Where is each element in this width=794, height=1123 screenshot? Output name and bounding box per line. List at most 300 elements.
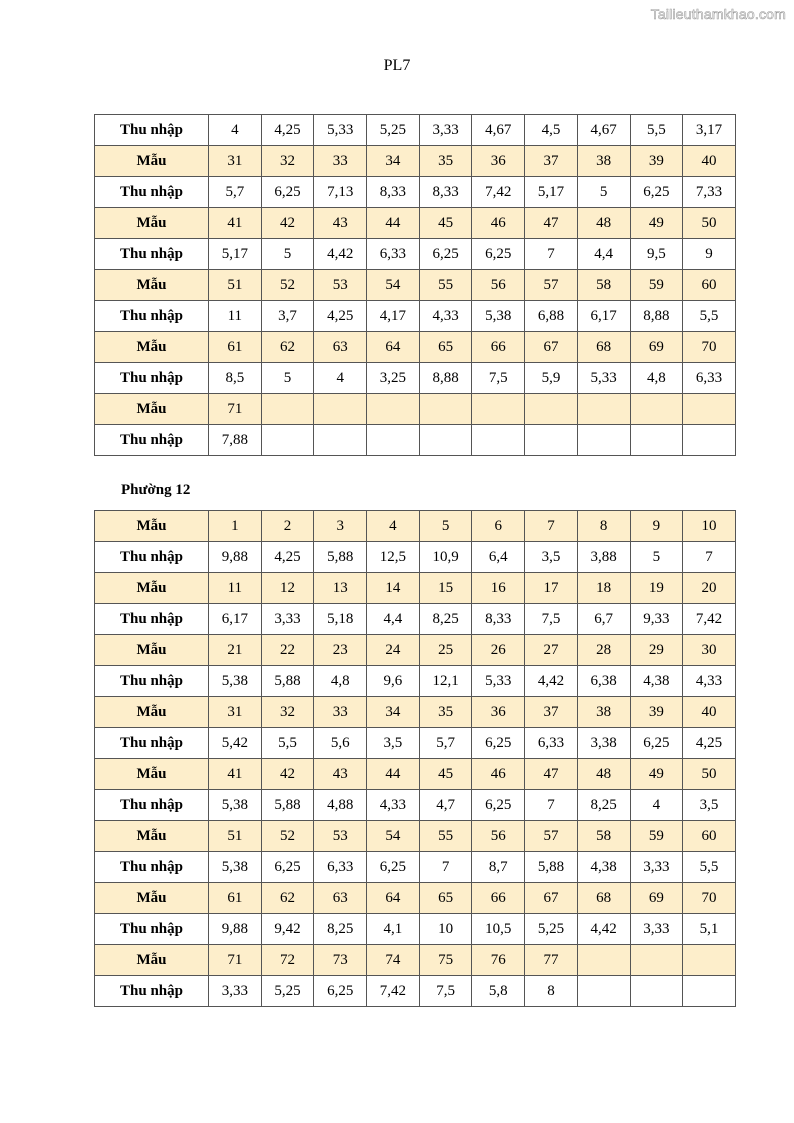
sample-number-cell: 39	[630, 697, 683, 728]
income-value-cell: 5	[261, 363, 314, 394]
sample-number-cell: 41	[209, 759, 262, 790]
sample-number-cell: 31	[209, 697, 262, 728]
income-value-cell: 7,5	[472, 363, 525, 394]
sample-number-cell: 67	[525, 332, 578, 363]
income-row	[95, 425, 736, 456]
sample-row	[95, 883, 736, 914]
sample-number-cell: 30	[683, 635, 736, 666]
income-value-cell: 3,7	[261, 301, 314, 332]
row-label: Mẫu	[95, 945, 209, 976]
sample-number-cell: 61	[209, 883, 262, 914]
income-value-cell: 5,7	[419, 728, 472, 759]
sample-number-cell: 5	[419, 511, 472, 542]
income-value-cell: 8,25	[314, 914, 367, 945]
sample-number-cell	[314, 394, 367, 425]
sample-number-cell: 70	[683, 883, 736, 914]
sample-number-cell: 47	[525, 208, 578, 239]
sample-number-cell: 67	[525, 883, 578, 914]
sample-number-cell	[419, 394, 472, 425]
income-value-cell: 3,25	[367, 363, 420, 394]
sample-number-cell: 68	[577, 332, 630, 363]
income-row	[95, 914, 736, 945]
sample-number-cell: 31	[209, 146, 262, 177]
sample-number-cell: 51	[209, 270, 262, 301]
income-value-cell: 5,38	[209, 666, 262, 697]
sample-number-cell	[367, 394, 420, 425]
sample-number-cell: 73	[314, 945, 367, 976]
sample-number-cell	[577, 394, 630, 425]
row-label: Thu nhập	[95, 790, 209, 821]
income-value-cell: 4,4	[577, 239, 630, 270]
sample-number-cell: 18	[577, 573, 630, 604]
sample-number-cell: 16	[472, 573, 525, 604]
sample-number-cell: 59	[630, 270, 683, 301]
sample-number-cell: 69	[630, 883, 683, 914]
sample-number-cell: 41	[209, 208, 262, 239]
income-value-cell: 5,88	[525, 852, 578, 883]
income-value-cell: 8,25	[577, 790, 630, 821]
income-value-cell: 4,25	[314, 301, 367, 332]
income-value-cell	[630, 425, 683, 456]
row-label: Thu nhập	[95, 852, 209, 883]
sample-number-cell: 51	[209, 821, 262, 852]
income-value-cell	[630, 976, 683, 1007]
sample-number-cell: 59	[630, 821, 683, 852]
row-label: Mẫu	[95, 394, 209, 425]
sample-number-cell: 37	[525, 146, 578, 177]
income-value-cell: 9,42	[261, 914, 314, 945]
sample-number-cell: 61	[209, 332, 262, 363]
sample-number-cell: 58	[577, 821, 630, 852]
income-value-cell: 4,38	[577, 852, 630, 883]
income-value-cell: 6,25	[261, 177, 314, 208]
sample-number-cell: 33	[314, 697, 367, 728]
sample-number-cell: 70	[683, 332, 736, 363]
income-value-cell	[577, 425, 630, 456]
income-value-cell: 7,42	[683, 604, 736, 635]
sample-number-cell: 66	[472, 883, 525, 914]
sample-number-cell: 33	[314, 146, 367, 177]
income-value-cell	[314, 425, 367, 456]
sample-number-cell: 17	[525, 573, 578, 604]
sample-number-cell: 53	[314, 821, 367, 852]
sample-number-cell: 2	[261, 511, 314, 542]
sample-number-cell: 49	[630, 208, 683, 239]
income-row	[95, 728, 736, 759]
income-value-cell: 10,9	[419, 542, 472, 573]
sample-number-cell	[683, 394, 736, 425]
sample-number-cell	[630, 945, 683, 976]
row-label: Thu nhập	[95, 425, 209, 456]
sample-row	[95, 146, 736, 177]
income-value-cell: 4	[314, 363, 367, 394]
sample-number-cell: 29	[630, 635, 683, 666]
sample-number-cell: 37	[525, 697, 578, 728]
sample-number-cell: 57	[525, 821, 578, 852]
income-value-cell: 3,33	[630, 852, 683, 883]
income-value-cell: 5,5	[683, 301, 736, 332]
income-value-cell: 5,6	[314, 728, 367, 759]
sample-number-cell: 75	[419, 945, 472, 976]
sample-number-cell: 72	[261, 945, 314, 976]
income-row	[95, 239, 736, 270]
sample-row	[95, 511, 736, 542]
sample-number-cell	[630, 394, 683, 425]
sample-number-cell: 52	[261, 821, 314, 852]
sample-number-cell: 64	[367, 883, 420, 914]
sample-number-cell: 36	[472, 146, 525, 177]
sample-number-cell: 39	[630, 146, 683, 177]
income-row	[95, 363, 736, 394]
income-row	[95, 177, 736, 208]
income-value-cell: 9,6	[367, 666, 420, 697]
income-value-cell: 3,88	[577, 542, 630, 573]
sample-number-cell: 23	[314, 635, 367, 666]
income-value-cell: 4,42	[314, 239, 367, 270]
sample-number-cell: 76	[472, 945, 525, 976]
income-value-cell: 6,25	[419, 239, 472, 270]
row-label: Thu nhập	[95, 666, 209, 697]
sample-number-cell: 12	[261, 573, 314, 604]
sample-number-cell: 69	[630, 332, 683, 363]
income-value-cell: 6,17	[209, 604, 262, 635]
income-value-cell: 7,42	[367, 976, 420, 1007]
income-value-cell: 3,33	[209, 976, 262, 1007]
income-value-cell: 4,67	[472, 115, 525, 146]
sample-number-cell: 38	[577, 697, 630, 728]
income-value-cell: 7,88	[209, 425, 262, 456]
income-row	[95, 115, 736, 146]
income-value-cell: 7	[525, 790, 578, 821]
sample-number-cell: 50	[683, 208, 736, 239]
income-value-cell: 6,25	[472, 790, 525, 821]
income-value-cell: 4,5	[525, 115, 578, 146]
sample-number-cell: 46	[472, 759, 525, 790]
sample-number-cell: 47	[525, 759, 578, 790]
income-value-cell	[683, 976, 736, 1007]
row-label: Mẫu	[95, 270, 209, 301]
sample-row	[95, 945, 736, 976]
sample-number-cell: 54	[367, 821, 420, 852]
sample-row	[95, 697, 736, 728]
sample-number-cell: 46	[472, 208, 525, 239]
income-value-cell: 6,17	[577, 301, 630, 332]
page-title: PL7	[383, 57, 411, 74]
income-value-cell: 5,5	[683, 852, 736, 883]
row-label: Mẫu	[95, 883, 209, 914]
sample-number-cell: 68	[577, 883, 630, 914]
income-value-cell: 5,88	[261, 666, 314, 697]
income-row	[95, 542, 736, 573]
sample-row	[95, 635, 736, 666]
income-value-cell: 6,88	[525, 301, 578, 332]
income-value-cell: 4,38	[630, 666, 683, 697]
income-value-cell	[683, 425, 736, 456]
income-value-cell: 3,5	[525, 542, 578, 573]
sample-number-cell: 44	[367, 759, 420, 790]
income-value-cell: 3,5	[683, 790, 736, 821]
sample-number-cell	[472, 394, 525, 425]
sample-number-cell: 15	[419, 573, 472, 604]
sample-number-cell: 6	[472, 511, 525, 542]
sample-number-cell: 24	[367, 635, 420, 666]
income-value-cell: 5,8	[472, 976, 525, 1007]
row-label: Thu nhập	[95, 914, 209, 945]
income-value-cell	[367, 425, 420, 456]
income-value-cell: 5,33	[314, 115, 367, 146]
income-value-cell: 3,33	[630, 914, 683, 945]
sample-number-cell: 42	[261, 208, 314, 239]
sample-number-cell: 26	[472, 635, 525, 666]
sample-number-cell: 63	[314, 883, 367, 914]
income-value-cell: 9,5	[630, 239, 683, 270]
income-value-cell: 5	[630, 542, 683, 573]
sample-number-cell: 35	[419, 146, 472, 177]
row-label: Mẫu	[95, 759, 209, 790]
income-value-cell: 5,1	[683, 914, 736, 945]
sample-number-cell: 62	[261, 332, 314, 363]
sample-number-cell	[525, 394, 578, 425]
income-value-cell: 8,5	[209, 363, 262, 394]
income-value-cell: 5,88	[314, 542, 367, 573]
sample-number-cell: 53	[314, 270, 367, 301]
income-value-cell: 4,25	[261, 115, 314, 146]
row-label: Mẫu	[95, 146, 209, 177]
income-value-cell: 5,38	[209, 852, 262, 883]
sample-number-cell: 21	[209, 635, 262, 666]
income-value-cell: 3,38	[577, 728, 630, 759]
row-label: Thu nhập	[95, 542, 209, 573]
income-value-cell: 5	[261, 239, 314, 270]
sample-number-cell: 49	[630, 759, 683, 790]
row-label: Mẫu	[95, 573, 209, 604]
sample-row	[95, 394, 736, 425]
sample-number-cell: 77	[525, 945, 578, 976]
income-value-cell: 3,5	[367, 728, 420, 759]
income-value-cell: 3,17	[683, 115, 736, 146]
income-value-cell: 5,7	[209, 177, 262, 208]
sample-number-cell: 48	[577, 208, 630, 239]
income-value-cell: 6,33	[314, 852, 367, 883]
sample-number-cell: 56	[472, 821, 525, 852]
income-value-cell: 6,25	[630, 728, 683, 759]
sample-row	[95, 270, 736, 301]
income-value-cell: 4,33	[683, 666, 736, 697]
income-value-cell: 3,33	[419, 115, 472, 146]
sample-number-cell: 74	[367, 945, 420, 976]
sample-number-cell: 48	[577, 759, 630, 790]
sample-number-cell: 60	[683, 270, 736, 301]
income-value-cell: 4,67	[577, 115, 630, 146]
income-value-cell: 4,8	[314, 666, 367, 697]
sample-number-cell: 55	[419, 821, 472, 852]
sample-row	[95, 759, 736, 790]
sample-number-cell: 27	[525, 635, 578, 666]
sample-number-cell: 55	[419, 270, 472, 301]
income-row	[95, 852, 736, 883]
sample-number-cell: 25	[419, 635, 472, 666]
row-label: Thu nhập	[95, 115, 209, 146]
row-label: Mẫu	[95, 635, 209, 666]
sample-number-cell: 34	[367, 697, 420, 728]
income-value-cell: 5,5	[630, 115, 683, 146]
income-value-cell: 4,17	[367, 301, 420, 332]
row-label: Thu nhập	[95, 604, 209, 635]
row-label: Mẫu	[95, 332, 209, 363]
sample-number-cell: 58	[577, 270, 630, 301]
sample-number-cell: 32	[261, 697, 314, 728]
income-value-cell: 12,5	[367, 542, 420, 573]
sample-number-cell: 56	[472, 270, 525, 301]
sample-number-cell: 40	[683, 697, 736, 728]
income-value-cell: 8,7	[472, 852, 525, 883]
income-value-cell: 5,25	[367, 115, 420, 146]
income-table-ward-12	[94, 510, 736, 1007]
income-value-cell: 5,38	[209, 790, 262, 821]
income-value-cell: 4,88	[314, 790, 367, 821]
income-row	[95, 301, 736, 332]
sample-number-cell	[683, 945, 736, 976]
income-value-cell: 10,5	[472, 914, 525, 945]
income-value-cell: 4,4	[367, 604, 420, 635]
income-value-cell: 4,1	[367, 914, 420, 945]
income-row	[95, 604, 736, 635]
income-value-cell: 8,33	[367, 177, 420, 208]
income-value-cell: 9,88	[209, 542, 262, 573]
income-value-cell: 6,33	[525, 728, 578, 759]
income-value-cell: 4	[209, 115, 262, 146]
sample-number-cell: 63	[314, 332, 367, 363]
income-value-cell: 8,33	[472, 604, 525, 635]
row-label: Thu nhập	[95, 363, 209, 394]
sample-number-cell: 4	[367, 511, 420, 542]
income-value-cell: 7	[419, 852, 472, 883]
income-value-cell: 6,25	[261, 852, 314, 883]
income-value-cell: 4,7	[419, 790, 472, 821]
row-label: Thu nhập	[95, 301, 209, 332]
sample-number-cell: 71	[209, 394, 262, 425]
income-value-cell: 5,18	[314, 604, 367, 635]
sample-number-cell: 60	[683, 821, 736, 852]
income-value-cell: 6,25	[472, 728, 525, 759]
sample-number-cell: 35	[419, 697, 472, 728]
income-value-cell: 4,33	[419, 301, 472, 332]
sample-number-cell: 44	[367, 208, 420, 239]
income-value-cell: 11	[209, 301, 262, 332]
sample-number-cell: 45	[419, 208, 472, 239]
sample-number-cell: 14	[367, 573, 420, 604]
income-value-cell: 5,88	[261, 790, 314, 821]
income-value-cell: 4	[630, 790, 683, 821]
income-value-cell: 7,42	[472, 177, 525, 208]
income-value-cell: 4,33	[367, 790, 420, 821]
income-value-cell: 6,25	[630, 177, 683, 208]
income-value-cell: 12,1	[419, 666, 472, 697]
income-value-cell: 6,33	[683, 363, 736, 394]
income-value-cell: 6,38	[577, 666, 630, 697]
sample-number-cell: 11	[209, 573, 262, 604]
income-value-cell	[525, 425, 578, 456]
income-value-cell: 5,33	[472, 666, 525, 697]
sample-number-cell: 43	[314, 759, 367, 790]
income-row	[95, 790, 736, 821]
income-value-cell: 6,7	[577, 604, 630, 635]
sample-number-cell: 34	[367, 146, 420, 177]
income-value-cell	[419, 425, 472, 456]
sample-number-cell: 40	[683, 146, 736, 177]
income-value-cell: 8	[525, 976, 578, 1007]
sample-number-cell: 65	[419, 332, 472, 363]
income-value-cell: 7,5	[419, 976, 472, 1007]
sample-number-cell: 64	[367, 332, 420, 363]
sample-number-cell: 43	[314, 208, 367, 239]
sample-number-cell	[261, 394, 314, 425]
income-table-top	[94, 114, 736, 456]
income-value-cell: 9,88	[209, 914, 262, 945]
sample-number-cell: 62	[261, 883, 314, 914]
income-value-cell: 7,5	[525, 604, 578, 635]
sample-number-cell: 32	[261, 146, 314, 177]
row-label: Thu nhập	[95, 728, 209, 759]
income-value-cell: 5,38	[472, 301, 525, 332]
row-label: Thu nhập	[95, 239, 209, 270]
row-label: Mẫu	[95, 511, 209, 542]
sample-number-cell: 71	[209, 945, 262, 976]
sample-number-cell: 57	[525, 270, 578, 301]
sample-number-cell: 1	[209, 511, 262, 542]
income-value-cell: 9,33	[630, 604, 683, 635]
income-value-cell: 4,8	[630, 363, 683, 394]
income-value-cell: 8,88	[419, 363, 472, 394]
sample-row	[95, 208, 736, 239]
income-value-cell	[472, 425, 525, 456]
sample-row	[95, 573, 736, 604]
sample-number-cell: 50	[683, 759, 736, 790]
income-value-cell: 5	[577, 177, 630, 208]
sample-number-cell: 22	[261, 635, 314, 666]
income-value-cell: 5,5	[261, 728, 314, 759]
sample-number-cell: 8	[577, 511, 630, 542]
sample-number-cell	[577, 945, 630, 976]
income-value-cell: 7	[525, 239, 578, 270]
sample-row	[95, 332, 736, 363]
sample-number-cell: 42	[261, 759, 314, 790]
income-value-cell: 6,25	[367, 852, 420, 883]
row-label: Mẫu	[95, 697, 209, 728]
section-title: Phường 12	[121, 482, 191, 498]
income-value-cell: 8,88	[630, 301, 683, 332]
sample-number-cell: 28	[577, 635, 630, 666]
sample-number-cell: 38	[577, 146, 630, 177]
row-label: Thu nhập	[95, 177, 209, 208]
sample-number-cell: 36	[472, 697, 525, 728]
income-value-cell: 10	[419, 914, 472, 945]
income-value-cell	[261, 425, 314, 456]
income-value-cell: 5,17	[525, 177, 578, 208]
income-value-cell: 8,33	[419, 177, 472, 208]
sample-number-cell: 10	[683, 511, 736, 542]
sample-number-cell: 52	[261, 270, 314, 301]
income-value-cell: 5,25	[525, 914, 578, 945]
income-value-cell: 4,42	[577, 914, 630, 945]
sample-number-cell: 13	[314, 573, 367, 604]
sample-number-cell: 7	[525, 511, 578, 542]
sample-number-cell: 54	[367, 270, 420, 301]
sample-number-cell: 9	[630, 511, 683, 542]
income-value-cell: 6,25	[472, 239, 525, 270]
income-value-cell: 5,25	[261, 976, 314, 1007]
sample-number-cell: 3	[314, 511, 367, 542]
